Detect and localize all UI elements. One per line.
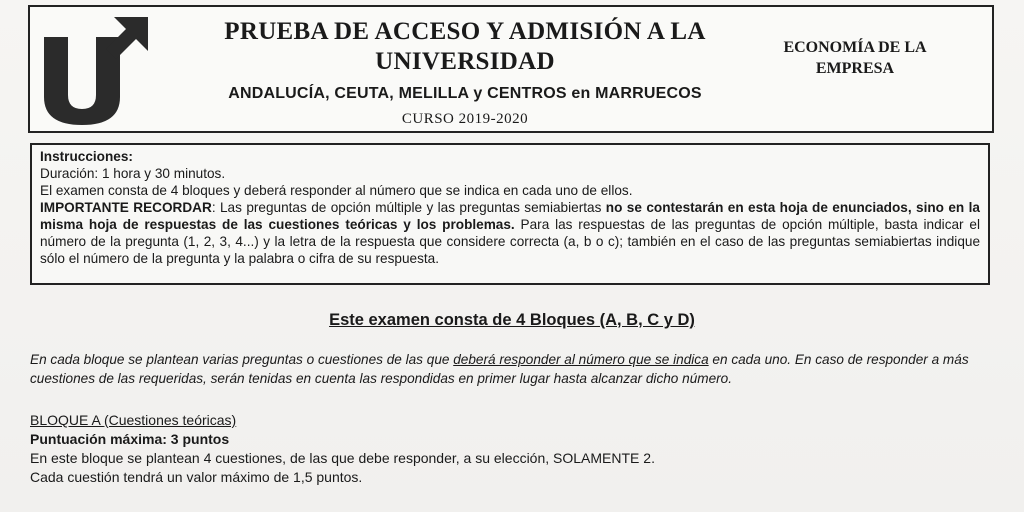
intro-text-2: en cada uno. En caso de responder a más cuestiones de las requeridas, serán tenidas en cuenta las respondidas en primer lugar hasta alcanzar dicho número. (30, 352, 969, 386)
intro-text-1: En cada bloque se plantean varias preguntas o cuestiones de las que (30, 352, 454, 367)
instructions-heading: Instrucciones: (40, 149, 133, 164)
instructions-box (30, 143, 990, 285)
exam-structure-heading-text: Este examen consta de 4 Bloques (A, B, C y D) (329, 311, 695, 329)
block-a-max-score: Puntuación máxima: 3 puntos (30, 431, 230, 447)
important-text-1: : Las preguntas de opción múltiple y las preguntas semiabiertas (211, 200, 606, 215)
intro-paragraph (30, 350, 992, 388)
subject-title (760, 37, 950, 79)
block-a-title-underlined: BLOQUE A (30, 412, 104, 428)
important-bold-text: no se contestarán en esta hoja de enunciados, sino en la misma hoja de respuestas de las cuestiones teóricas y los problemas. (40, 200, 980, 232)
exam-header (28, 5, 994, 133)
block-a-title (30, 411, 992, 430)
block-a-line1: En este bloque se plantean 4 cuestiones, de las que debe responder, a su elección, SOLAMENTE 2. (30, 450, 655, 466)
block-a-title-rest: (Cuestiones teóricas) (103, 412, 237, 428)
subject-line2: EMPRESA (815, 60, 895, 77)
instructions-duration: Duración: 1 hora y 30 minutos. (40, 166, 226, 181)
block-a-line2: Cada cuestión tendrá un valor máximo de 1,5 puntos. (30, 469, 363, 485)
subject-line1: ECONOMÍA DE LA (783, 39, 927, 56)
exam-structure-heading (0, 311, 1024, 330)
title-block (180, 17, 750, 128)
university-u-logo-icon (38, 15, 150, 127)
exam-title-line2: UNIVERSIDAD (375, 48, 555, 75)
important-label: IMPORTANTE RECORDAR (40, 200, 212, 215)
exam-title-line1: PRUEBA DE ACCESO Y ADMISIÓN A LA (224, 18, 706, 45)
intro-underlined: deberá responder al número que se indica (453, 352, 709, 367)
region-subtitle: ANDALUCÍA, CEUTA, MELILLA y CENTROS en MARRUECOS (228, 85, 702, 102)
instructions-important (40, 199, 980, 267)
course-label: CURSO 2019-2020 (401, 111, 529, 127)
important-text-2: Para las respuestas de las preguntas de opción múltiple, basta indicar el número de la pregunta (1, 2, 3, 4...) y la letra de la respuesta que considere correcta (a, b o c); también en el caso de las preguntas semiabiertas indique sólo el número de la pregunta y la palabra o cifra de su respuesta. (40, 217, 980, 266)
block-a-section (30, 411, 992, 487)
instructions-blocks-note: El examen consta de 4 bloques y deberá responder al número que se indica en cada uno de ellos. (40, 183, 633, 198)
